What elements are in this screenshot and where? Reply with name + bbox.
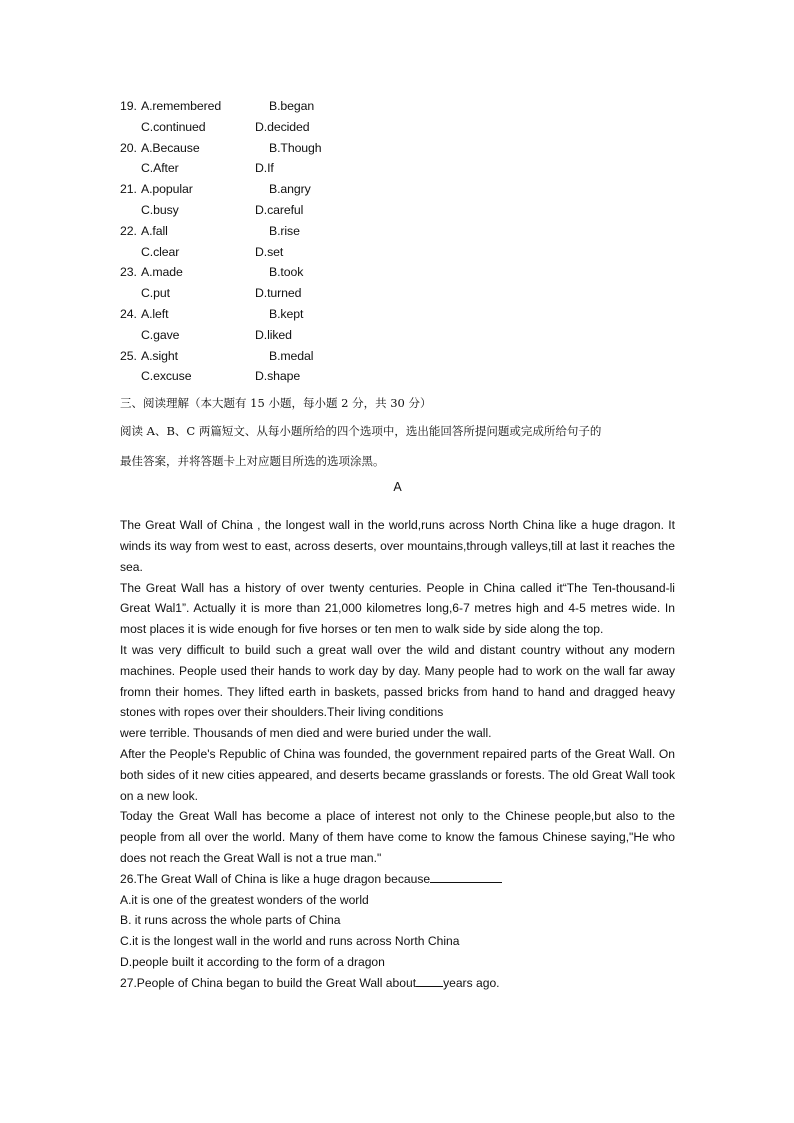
choice-a[interactable]: A.it is one of the greatest wonders of the world [120,892,369,907]
section-heading: 三、阅读理解（本大题有 15 小题，每小题 2 分，共 30 分） [120,396,432,411]
option-c[interactable]: C.gave [141,327,180,342]
option-row [120,221,675,242]
option-d[interactable]: D.set [255,244,284,259]
choice-b[interactable]: B. it runs across the whole parts of China [120,913,341,928]
indent [120,283,141,304]
option-row [120,96,675,117]
question-number: 21. [120,182,137,197]
instruction-line-1: 阅读 A、B、C 两篇短文、从每小题所给的四个选项中，选出能回答所提问题或完成所给句子的 [120,424,602,439]
option-b[interactable]: B.medal [269,348,314,363]
question-27 [120,973,675,994]
indent [120,200,141,221]
question-number: 24. [120,306,137,321]
option-row [120,158,675,179]
option-row [120,283,675,304]
option-d[interactable]: D.turned [255,286,302,301]
answer-blank[interactable] [430,869,502,883]
passage-paragraph: were terrible. Thousands of men died and were buried under the wall. [120,726,492,741]
exam-page [120,96,675,993]
option-b[interactable]: B.took [269,265,304,280]
option-d[interactable]: D.decided [255,119,310,134]
option-b[interactable]: B.kept [269,306,304,321]
question-number: 25. [120,348,137,363]
option-b[interactable]: B.rise [269,223,300,238]
question-number: 19. [120,99,137,113]
question-26-stem: 26.The Great Wall of China is like a huge dragon because [120,871,431,886]
passage-paragraph: After the People's Republic of China was founded, the government repaired parts of the Great Wall. On both sides of it new cities appeared, and deserts became grasslands or forests. The old Great Wall took on a new look. [120,746,675,803]
choice-c[interactable]: C.it is the longest wall in the world and runs across North China [120,934,460,949]
option-row [120,366,675,387]
option-d[interactable]: D.careful [255,202,304,217]
option-c[interactable]: C.put [141,286,170,301]
option-row [120,242,675,263]
passage-paragraph: It was very difficult to build such a great wall over the wild and distant country without any modern machines. People used their hands to work day by day. Many people had to work on the wall far away fromn their homes. They lifted earth in baskets, passed bricks from hand to hand and dragged heavy stones with ropes over their shoulders.Their living conditions [120,642,675,720]
passage-paragraph: The Great Wall of China , the longest wall in the world,runs across North China like a huge dragon. It winds its way from west to east, across deserts, over mountains,through valleys,till at last it reaches the sea. [120,518,675,574]
question-stem [120,869,675,890]
question-number: 22. [120,223,137,238]
question-number: 23. [120,265,137,280]
passage-paragraph: The Great Wall has a history of over twenty centuries. People in China called it“The Ten-thousand-li Great Wal1”. Actually it is more than 21,000 kilometres long,6-7 metres high and 4-5 metres wide. In most places it is wide enough for five horses or ten men to walk side by side along the top. [120,580,675,637]
passage-paragraph: Today the Great Wall has become a place of interest not only to the Chinese people,but also to the people from all over the world. Many of them have come to know the famous Chinese saying,"He who does not reach the Great Wall is not a true man." [120,809,675,865]
option-c[interactable]: C.busy [141,202,179,217]
option-row [120,346,675,367]
option-row [120,200,675,221]
option-d[interactable]: D.shape [255,369,301,384]
option-b[interactable]: B.began [269,99,315,113]
option-a[interactable]: A.fall [141,223,168,238]
indent [120,366,141,387]
choice-d[interactable]: D.people built it according to the form of a dragon [120,954,385,969]
question-number: 20. [120,140,137,155]
option-row [120,304,675,325]
option-a[interactable]: A.remembered [141,99,222,113]
option-d[interactable]: D.If [255,161,274,176]
option-c[interactable]: C.clear [141,244,180,259]
option-a[interactable]: A.sight [141,348,178,363]
passage [120,515,675,869]
option-row [120,325,675,346]
option-c[interactable]: C.continued [141,119,206,134]
option-d[interactable]: D.liked [255,327,292,342]
option-a[interactable]: A.made [141,265,183,280]
indent [120,242,141,263]
option-a[interactable]: A.Because [141,140,200,155]
option-c[interactable]: C.excuse [141,369,192,384]
option-c[interactable]: C.After [141,161,179,176]
option-row [120,117,675,138]
passage-label: A [393,480,402,495]
option-a[interactable]: A.popular [141,182,193,197]
indent [120,158,141,179]
option-row [120,179,675,200]
option-row [120,138,675,159]
indent [120,325,141,346]
question-27-stem: 27.People of China began to build the Great Wall about [120,975,417,990]
instruction-line-2: 最佳答案，并将答题卡上对应题目所选的选项涂黑。 [120,454,385,469]
question-26 [120,869,675,973]
option-row [120,262,675,283]
option-a[interactable]: A.left [141,306,169,321]
option-list [120,96,675,387]
answer-blank[interactable] [416,973,443,987]
question-27-stem-end: years ago. [443,975,500,990]
option-b[interactable]: B.angry [269,182,311,197]
indent [120,117,141,138]
option-b[interactable]: B.Though [269,140,322,155]
